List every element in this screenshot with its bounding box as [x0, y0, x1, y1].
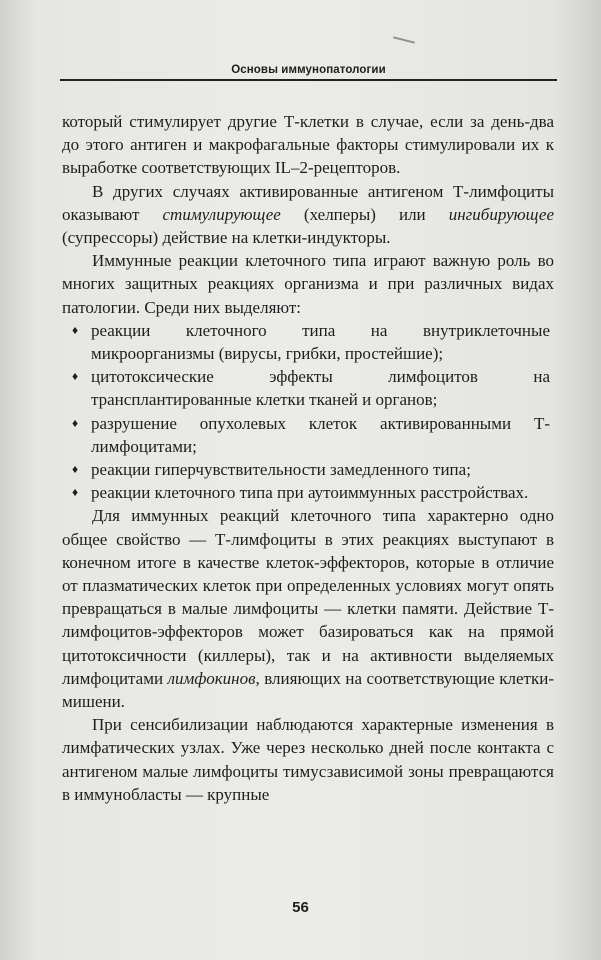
emphasis-inhibiting: ингибирующее: [448, 204, 554, 224]
paragraph-4: Для иммунных реакций клеточного типа характерно одно общее свойство — Т-лимфоциты в этих реакциях выступают в конечном итоге в качестве клеток-эффекторов, которые в отличие от плазматических клеток при определенных условиях могут опять превращаться в малые лимфоциты — клетки памяти. Действие Т-лимфоцитов-эффекторов может базироваться как на прямой цитотоксичности (киллеры), так и на активности выделяемых лимфоцитами лимфокинов, влияющих на соответствующие клетки-мишени.: [62, 506, 554, 712]
list-item: ♦ реакции клеточного типа при аутоиммунных расстройствах.: [62, 481, 554, 504]
list-item: ♦ цитотоксические эффекты лимфоцитов на трансплантированные клетки тканей и органов;: [72, 367, 550, 410]
list-item: ♦ реакции гиперчувствительности замедленного типа;: [62, 458, 554, 481]
diamond-bullet-icon: ♦: [72, 485, 79, 500]
diamond-bullet-icon: ♦: [72, 322, 79, 337]
paragraph-1: который стимулирует другие Т-клетки в случае, если за день-два до этого антиген и макрофагальные факторы стимулировали их к выработке соответствующих IL–2-рецепторов.: [62, 112, 554, 178]
page-number: 56: [292, 899, 309, 916]
running-header: Основы иммунопатологии: [231, 64, 386, 76]
pen-mark: [393, 36, 415, 43]
header-rule: [60, 79, 557, 81]
diamond-bullet-icon: ♦: [72, 415, 79, 430]
page-body: [62, 110, 554, 806]
paragraph-2: В других случаях активированные антигеном Т-лимфоциты оказывают стимулирующее (хелперы) или ингибирующее (супрессоры) действие на клетки-индукторы.: [62, 181, 554, 248]
paragraph-3: Иммунные реакции клеточного типа играют важную роль во многих защитных реакциях организма и при различных видах патологии. Среди них выделяют:: [62, 251, 554, 317]
bullet-list: [62, 319, 554, 505]
list-item: ♦ разрушение опухолевых клеток активированными Т-лимфоцитами;: [72, 413, 550, 456]
diamond-bullet-icon: ♦: [72, 462, 79, 477]
emphasis-stimulating: стимулирующее: [162, 204, 281, 224]
list-item: ♦ реакции клеточного типа на внутриклеточные микроорганизмы (вирусы, грибки, простейшие);: [72, 320, 550, 364]
paragraph-5: При сенсибилизации наблюдаются характерные изменения в лимфатических узлах. Уже через несколько дней после контакта с антигеном малые лимфоциты тимусзависимой зоны превращаются в иммунобласты — крупные: [62, 715, 554, 804]
emphasis-lymphokines: лимфокинов: [167, 668, 256, 688]
diamond-bullet-icon: ♦: [72, 369, 79, 384]
